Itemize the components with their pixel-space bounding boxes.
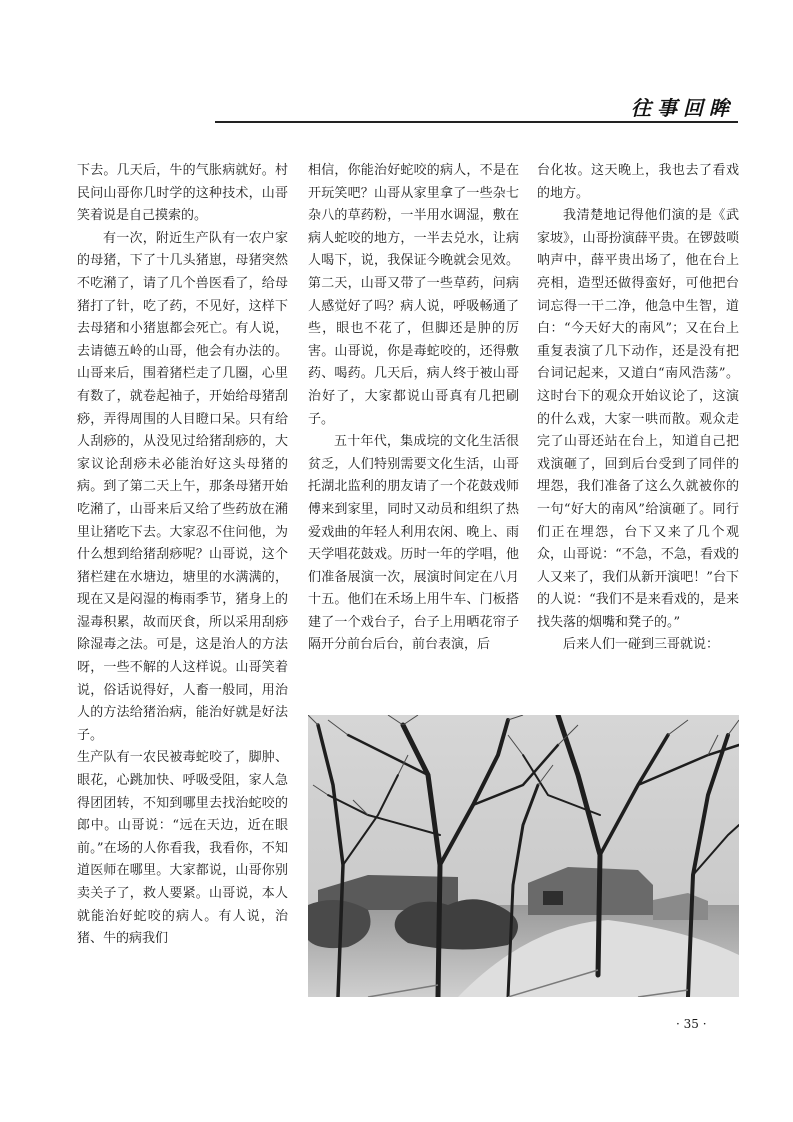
paragraph: 五十年代，集成垸的文化生活很贫乏，人们特别需要文化生活，山哥托湖北监利的朋友请了一个花鼓戏师傅来到家里，同时又动员和组织了热爱戏曲的年轻人利用农闲、晚上、雨天学唱花鼓戏。历时一年的学唱，他们准备展演一次，展演时间定在八月十五。他们在禾场上用牛车、门板搭建了一个戏台子，台子上用晒花帘子隔开分前台后台，前台表演，后 <box>308 434 519 653</box>
text-column-1 <box>77 160 288 951</box>
paragraph: 有一次，附近生产队有一农户家的母猪，下了十几头猪崽，母猪突然不吃潲了，请了几个兽医看了，给母猪打了针，吃了药，不见好，这样下去母猪和小猪崽都会死亡。有人说，去请德五岭的山哥，他会有办法的。山哥来后，围着猪栏走了几圈，心里有数了，就卷起袖子，开始给母猪刮痧，弄得周围的人目瞪口呆。只有给人刮痧的，从没见过给猪刮痧的，大家议论刮痧未必能治好这头母猪的病。到了第二天上午，那条母猪开始吃潲了，山哥来后又给了些药放在潲里让猪吃下去。大家忍不住问他，为什么想到给猪刮痧呢？山哥说，这个猪栏建在水塘边，塘里的水满满的，现在又是闷湿的梅雨季节，猪身上的湿毒积累，故而厌食，所以采用刮痧除湿毒之法。可是，这是治人的方法呀，一些不解的人这样说。山哥笑着说，俗话说得好，人畜一般同，用治人的方法给猪治病，能治好就是好法子。 <box>77 230 288 743</box>
text-column-2 <box>308 160 519 657</box>
paragraph: 后来人们一碰到三哥就说： <box>563 637 720 653</box>
paragraph: 台化妆。这天晚上，我也去了看戏的地方。 <box>537 163 739 201</box>
paragraph: 生产队有一农民被毒蛇咬了，脚肿、眼花，心跳加快、呼吸受阻，家人急得团团转，不知到哪里去找治蛇咬的郎中。山哥说：“远在天边，近在眼前。”在场的人你看我，我看你，不知道医师在哪里。大家都说，山哥你别卖关子了，救人要紧。山哥说，本人就能治好蛇咬的病人。有人说，治猪、牛的病我们 <box>77 750 288 947</box>
paragraph: 下去。几天后，牛的气胀病就好。村民问山哥你几时学的这种技术，山哥笑着说是自己摸索的。 <box>77 163 288 224</box>
section-title: 往事回眸 <box>631 96 735 120</box>
paragraph: 相信，你能治好蛇咬的病人，不是在开玩笑吧？山哥从家里拿了一些杂七杂八的草药粉，一半用水调湿，敷在病人蛇咬的地方，一半去兑水，让病人喝下，说，我保证今晚就会见效。第二天，山哥又带了一些草药，问病人感觉好了吗？病人说，呼吸畅通了些，眼也不花了，但脚还是肿的厉害。山哥说，你是毒蛇咬的，还得敷药、喝药。几天后，病人终于被山哥治好了，大家都说山哥真有几把刷子。 <box>308 163 519 427</box>
village-trees-photo <box>308 715 739 997</box>
header-rule <box>215 121 738 123</box>
paragraph: 我清楚地记得他们演的是《武家坡》，山哥扮演薛平贵。在锣鼓唢呐声中，薛平贵出场了，他在台上亮相，造型还做得蛮好，可他把台词忘得一干二净，他急中生智，道白：“今天好大的南风”；又在台上重复表演了几下动作，还是没有把台词记起来，又道白“南风浩荡”。这时台下的观众开始议论了，这演的什么戏，大家一哄而散。观众走完了山哥还站在台上，知道自己把戏演砸了，回到后台受到了同伴的埋怨，我们准备了这么久就被你的一句“好大的南风”给演砸了。同行们正在埋怨，台下又来了几个观众，山哥说：“不急，不急，看戏的人又来了，我们从新开演吧！”台下的人说：“我们不是来看戏的，是来找失落的烟嘴和凳子的。” <box>537 208 739 630</box>
page-number: · 35 · <box>676 1017 707 1031</box>
text-column-3 <box>537 160 739 657</box>
